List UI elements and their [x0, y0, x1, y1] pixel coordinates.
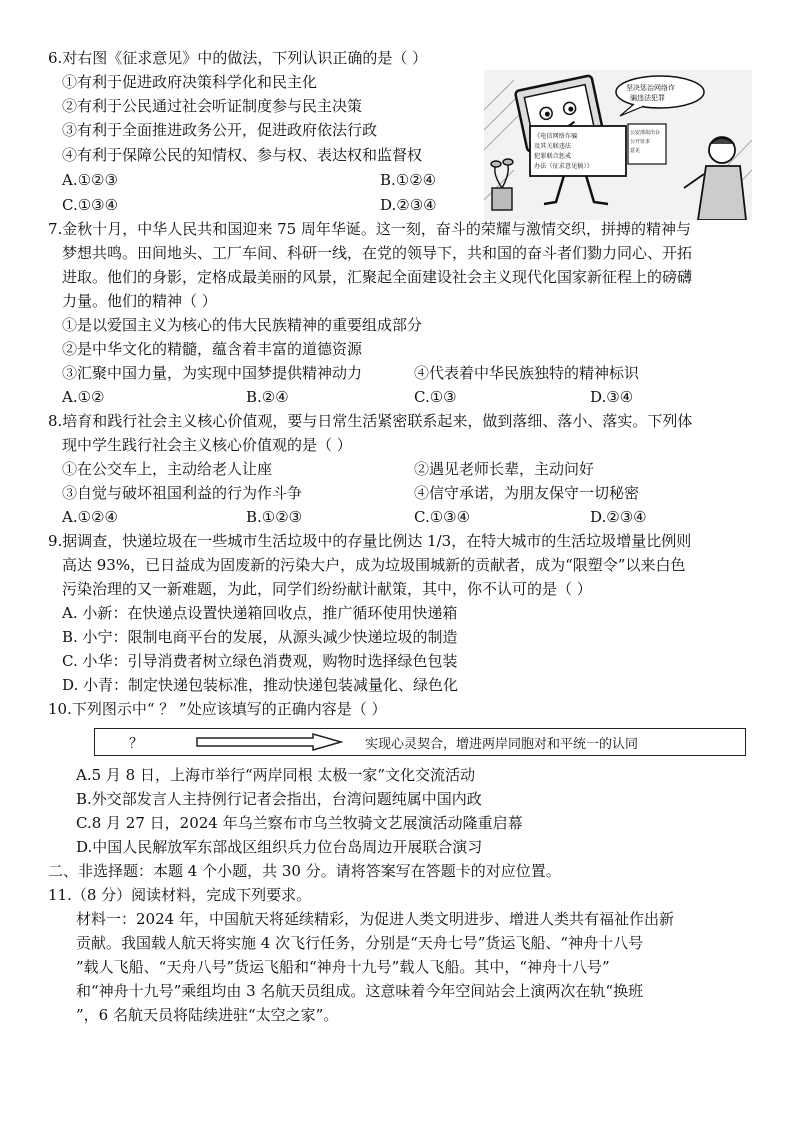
q6-option-a: A.①②③ [62, 171, 118, 189]
q9-option-a: A. 小新：在快递点设置快递箱回收点，推广循环使用快递箱 [62, 604, 458, 622]
q6-statement-3: ③有利于全面推进政务公开，促进政府依法行政 [62, 121, 378, 139]
q9-option-c: C. 小华：引导消费者树立绿色消费观，购物时选择绿色包装 [62, 652, 458, 670]
svg-text:骗违法犯罪: 骗违法犯罪 [630, 94, 665, 102]
q8-option-b: B.①②③ [246, 508, 303, 526]
diagram-text: 实现心灵契合，增进两岸同胞对和平统一的认同 [365, 737, 639, 752]
svg-text:《电信网络诈骗: 《电信网络诈骗 [534, 133, 578, 140]
q7-option-c: C.①③ [414, 388, 457, 406]
q7-statement-4: ④代表着中华民族独特的精神标识 [414, 364, 640, 382]
q11-material-line-3: ”载人飞船、“天舟八号”货运飞船和“神舟十九号”载人飞船。其中，“神舟十八号” [76, 958, 610, 976]
q6-option-d: D.②③④ [380, 196, 437, 214]
q8-statement-1: ①在公交车上，主动给老人让座 [62, 460, 273, 478]
q6-option-c: C.①③④ [62, 196, 119, 214]
q11-material-line-2: 贡献。我国载人航天将实施 4 次飞行任务，分别是“天舟七号”货运飞船、“神舟十八号 [76, 934, 644, 952]
svg-text:犯罪联合惩戒: 犯罪联合惩戒 [534, 153, 572, 160]
q6-statement-1: ①有利于促进政府决策科学化和民主化 [62, 73, 318, 91]
section-2-heading: 二、非选择题：本题 4 个小题，共 30 分。请将答案写在答题卡的对应位置。 [48, 862, 561, 880]
q6-stem: 6.对右图《征求意见》中的做法，下列认识正确的是（ ） [48, 49, 428, 67]
q9-stem-line-3: 污染治理的又一新难题，为此，同学们纷纷献计献策，其中，你不认可的是（ ） [62, 580, 592, 598]
svg-text:公开征求: 公开征求 [630, 139, 651, 145]
q10-stem: 10.下列图示中“ ？ ”处应该填写的正确内容是（ ） [48, 700, 387, 718]
svg-text:意见: 意见 [630, 148, 641, 154]
q7-stem-line-3: 进取。他们的身影，定格成最美丽的风景，汇聚起全面建设社会主义现代化国家新征程上的磅礴 [62, 268, 693, 286]
q8-statement-2: ②遇见老师长辈，主动问好 [414, 460, 595, 478]
q6-option-b: B.①②④ [380, 171, 437, 189]
q7-stem-line-4: 力量。他们的精神（ ） [62, 292, 217, 310]
q10-option-d: D.中国人民解放军东部战区组织兵力位台岛周边开展联合演习 [76, 838, 483, 856]
q10-option-b: B.外交部发言人主持例行记者会指出，台湾问题纯属中国内政 [76, 790, 482, 808]
q6-statement-4: ④有利于保障公民的知情权、参与权、表达权和监督权 [62, 146, 423, 164]
svg-text:公安部拟出台: 公安部拟出台 [630, 130, 661, 136]
q8-option-a: A.①②④ [62, 508, 118, 526]
q11-material-line-1: 材料一：2024 年，中国航天将延续精彩，为促进人类文明进步、增进人类共有福祉作出新 [76, 910, 674, 928]
q8-statement-4: ④信守承诺，为朋友保守一切秘密 [414, 484, 640, 502]
q11-material-line-4: 和“神舟十九号”乘组均由 3 名航天员组成。这意味着今年空间站会上演两次在轨“换班 [76, 982, 644, 1000]
svg-text:及其关联违法: 及其关联违法 [534, 143, 572, 150]
q6-statement-2: ②有利于公民通过社会听证制度参与民主决策 [62, 97, 363, 115]
q8-stem-line-2: 现中学生践行社会主义核心价值观的是（ ） [62, 436, 352, 454]
q9-option-b: B. 小宁：限制电商平台的发展，从源头减少快递垃圾的制造 [62, 628, 458, 646]
q8-stem-line-1: 8.培育和践行社会主义核心价值观，要与日常生活紧密联系起来，做到落细、落小、落实。下列体 [48, 412, 693, 430]
diagram-question-mark: ？ [129, 736, 143, 752]
q11-material-line-5: ”，6 名航天员将陆续进驻“太空之家”。 [76, 1006, 339, 1024]
q9-option-d: D. 小青：制定快递包装标准，推动快递包装减量化、绿色化 [62, 676, 459, 694]
q9-stem-line-2: 高达 93%，已日益成为固废新的污染大户，成为垃圾围城新的贡献者，成为“限塑令”以来白色 [62, 556, 686, 574]
q10-option-c: C.8 月 27 日，2024 年乌兰察布市乌兰牧骑文艺展演活动隆重启幕 [76, 814, 523, 832]
q10-diagram [94, 728, 746, 756]
q8-option-d: D.②③④ [590, 508, 647, 526]
q8-statement-3: ③自觉与破坏祖国利益的行为作斗争 [62, 484, 303, 502]
q7-option-b: B.②④ [246, 388, 289, 406]
arrow-right-icon [195, 733, 345, 751]
q8-option-c: C.①③④ [414, 508, 471, 526]
q7-statement-1: ①是以爱国主义为核心的伟大民族精神的重要组成部分 [62, 316, 423, 334]
q7-stem-line-2: 梦想共鸣。田间地头、工厂车间、科研一线，在党的领导下，共和国的奋斗者们勠力同心、开拓 [62, 244, 693, 262]
svg-text:办法（征求意见稿）》: 办法（征求意见稿）》 [534, 163, 593, 170]
q7-option-d: D.③④ [590, 388, 634, 406]
q9-stem-line-1: 9.据调查，快递垃圾在一些城市生活垃圾中的存量比例达 1/3，在特大城市的生活垃圾增量比例则 [48, 532, 692, 550]
q7-option-a: A.①② [62, 388, 105, 406]
q7-stem-line-1: 7.金秋十月，中华人民共和国迎来 75 周年华诞。这一刻，奋斗的荣耀与激情交织，拼搏的精神与 [48, 220, 691, 238]
q7-statement-3: ③汇聚中国力量，为实现中国梦提供精神动力 [62, 364, 363, 382]
svg-text:坚决惩治网络诈: 坚决惩治网络诈 [626, 84, 675, 92]
cartoon-illustration [484, 70, 752, 220]
q7-statement-2: ②是中华文化的精髓，蕴含着丰富的道德资源 [62, 340, 363, 358]
q10-option-a: A.5 月 8 日，上海市举行“两岸同根 太极一家”文化交流活动 [76, 766, 476, 784]
q11-stem: 11.（8 分）阅读材料，完成下列要求。 [48, 886, 312, 904]
